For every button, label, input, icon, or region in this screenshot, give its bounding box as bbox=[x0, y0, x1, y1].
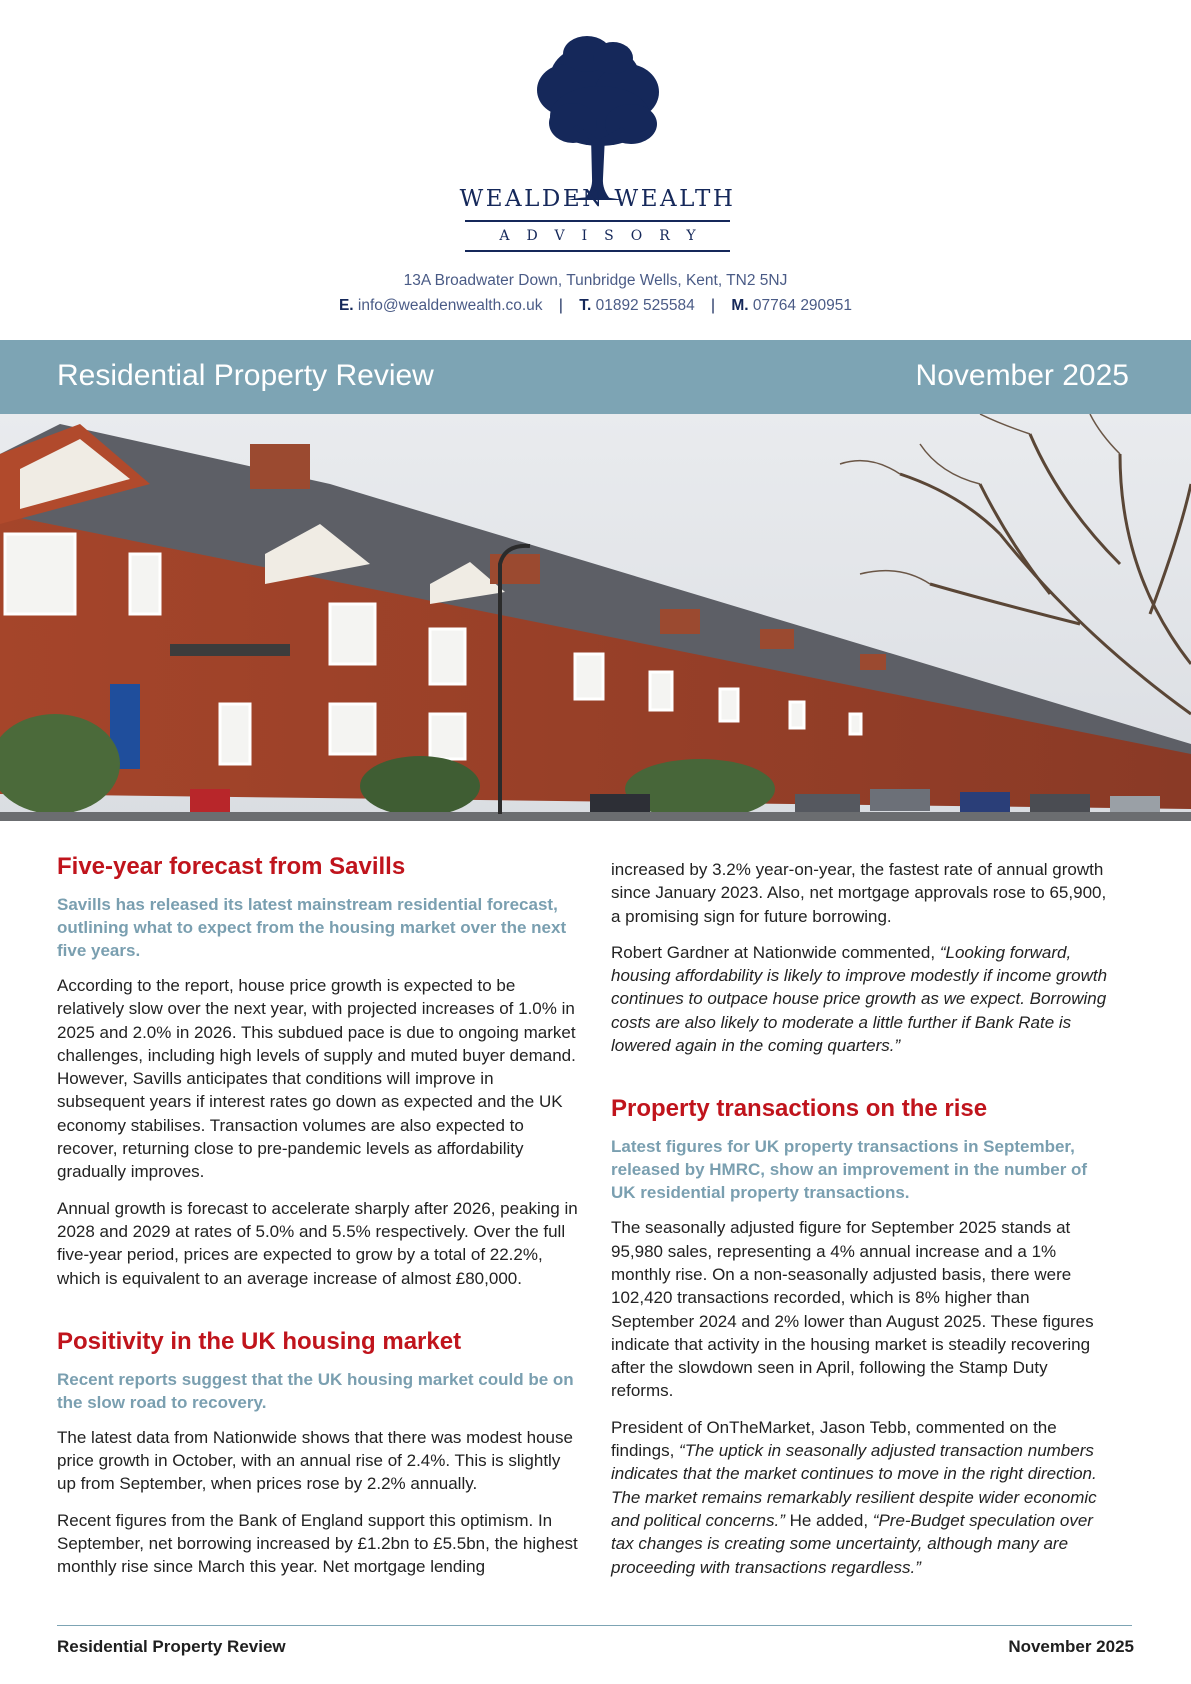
heading-savills: Five-year forecast from Savills bbox=[57, 853, 406, 880]
footer-title: Residential Property Review bbox=[57, 1637, 286, 1656]
separator: | bbox=[711, 297, 716, 314]
paragraph: Annual growth is forecast to accelerate sharply after 2026, peaking in 2028 and 2029 at rates of 5.0% and 5.5% respectively. Over the full five-year period, prices are expected to grow by a total of 22.2%, which is equivalent to an average increase of almost £80,000. bbox=[57, 1198, 578, 1288]
lead-positivity: Recent reports suggest that the UK housing market could be on the slow road to recovery. bbox=[57, 1369, 574, 1412]
email-link[interactable]: info@wealdenwealth.co.uk bbox=[357, 297, 543, 314]
quote-text: “Looking forward, housing affordability is likely to improve modestly if income growth continues to outpace house price growth as we expect. Borrowing costs are also likely to moderate a little further if Bank Rate is lowered again in the coming quarters.” bbox=[611, 942, 1108, 1056]
separator: | bbox=[558, 297, 563, 314]
contact-details bbox=[0, 297, 1191, 315]
email-label: E. bbox=[338, 297, 354, 314]
paragraph: increased by 3.2% year-on-year, the fastest rate of annual growth since January 2023. Also, net mortgage approvals rose to 65,900, a promising sign for future borrowing. bbox=[611, 860, 1107, 926]
heading-transactions: Property transactions on the rise bbox=[611, 1095, 988, 1123]
lead-transactions: Latest figures for UK property transactions in September, released by HMRC, show an improvement in the number of UK residential property transactions. bbox=[611, 1137, 1088, 1203]
lead-savills: Savills has released its latest mainstream residential forecast, outlining what to expect from the housing market over the next five years. bbox=[57, 895, 567, 960]
newsletter-date: November 2025 bbox=[915, 359, 1129, 392]
phone-number[interactable]: 01892 525584 bbox=[595, 297, 695, 314]
mobile-label: M. bbox=[731, 297, 749, 314]
mobile-number[interactable]: 07764 290951 bbox=[752, 297, 853, 314]
heading-positivity: Positivity in the UK housing market bbox=[57, 1327, 462, 1355]
footer-date: November 2025 bbox=[1008, 1637, 1134, 1656]
quote-paragraph bbox=[611, 1416, 1111, 1579]
logo-divider bbox=[465, 220, 730, 222]
footer-divider bbox=[57, 1625, 1132, 1626]
hero-image-terraced-houses bbox=[0, 414, 1191, 821]
quote-paragraph bbox=[611, 941, 1111, 1057]
right-column bbox=[611, 858, 1111, 1592]
quote-text: “Pre-Budget speculation over tax changes is creating some uncertainty, although many are proceeding with transactions regardless.” bbox=[611, 1510, 1093, 1577]
paragraph: According to the report, house price growth is expected to be relatively slow over the next year, with projected increases of 1.0% in 2025 and 2.0% in 2026. This subdued pace is due to ongoing market challenges, including high levels of supply and muted buyer demand. However, Savills anticipates that conditions will improve in subsequent years if interest rates go down as expected and the UK economy stabilises. Transaction volumes are also expected to recover, returning close to pre-pandemic levels as affordability gradually improves. bbox=[57, 976, 576, 1182]
quote-intro: President of OnTheMarket, Jason Tebb, commented on the findings, bbox=[611, 1417, 1057, 1461]
phone-label: T. bbox=[579, 297, 592, 314]
quote-text: “The uptick in seasonally adjusted transaction numbers indicates that the market continues to move in the right direction. The market remains remarkably resilient despite wider economic and political concerns.” bbox=[611, 1441, 1097, 1530]
newsletter-title: Residential Property Review bbox=[57, 359, 434, 392]
paragraph: Recent figures from the Bank of England support this optimism. In September, net borrowing increased by £1.2bn to £5.5bn, the highest monthly rise since March this year. Net mortgage lending bbox=[57, 1510, 578, 1577]
quote-intro: Robert Gardner at Nationwide commented, bbox=[611, 942, 940, 962]
brand-name: WEALDEN WEALTH bbox=[459, 186, 736, 212]
left-column bbox=[57, 852, 583, 1592]
company-logo bbox=[455, 28, 740, 254]
paragraph: The seasonally adjusted figure for September 2025 stands at 95,980 sales, representing a 4% annual increase and a 1% monthly rise. On a non-seasonally adjusted basis, there were 102,420 transactions recorded, which is 8% higher than September 2024 and 2% lower than August 2025. These figures indicate that activity in the housing market is steadily recovering after the slowdown seen in April, following the Stamp Duty reforms. bbox=[611, 1218, 1094, 1401]
brand-subtitle: ADVISORY bbox=[499, 228, 713, 244]
title-banner bbox=[0, 340, 1191, 414]
logo-underline bbox=[465, 250, 730, 252]
company-address: 13A Broadwater Down, Tunbridge Wells, Kent, TN2 5NJ bbox=[403, 272, 788, 289]
quote-bridge: He added, bbox=[784, 1510, 873, 1530]
paragraph: The latest data from Nationwide shows that there was modest house price growth in October, with an annual rise of 2.4%. This is slightly up from September, when prices rose by 2.2% annually. bbox=[57, 1427, 573, 1494]
